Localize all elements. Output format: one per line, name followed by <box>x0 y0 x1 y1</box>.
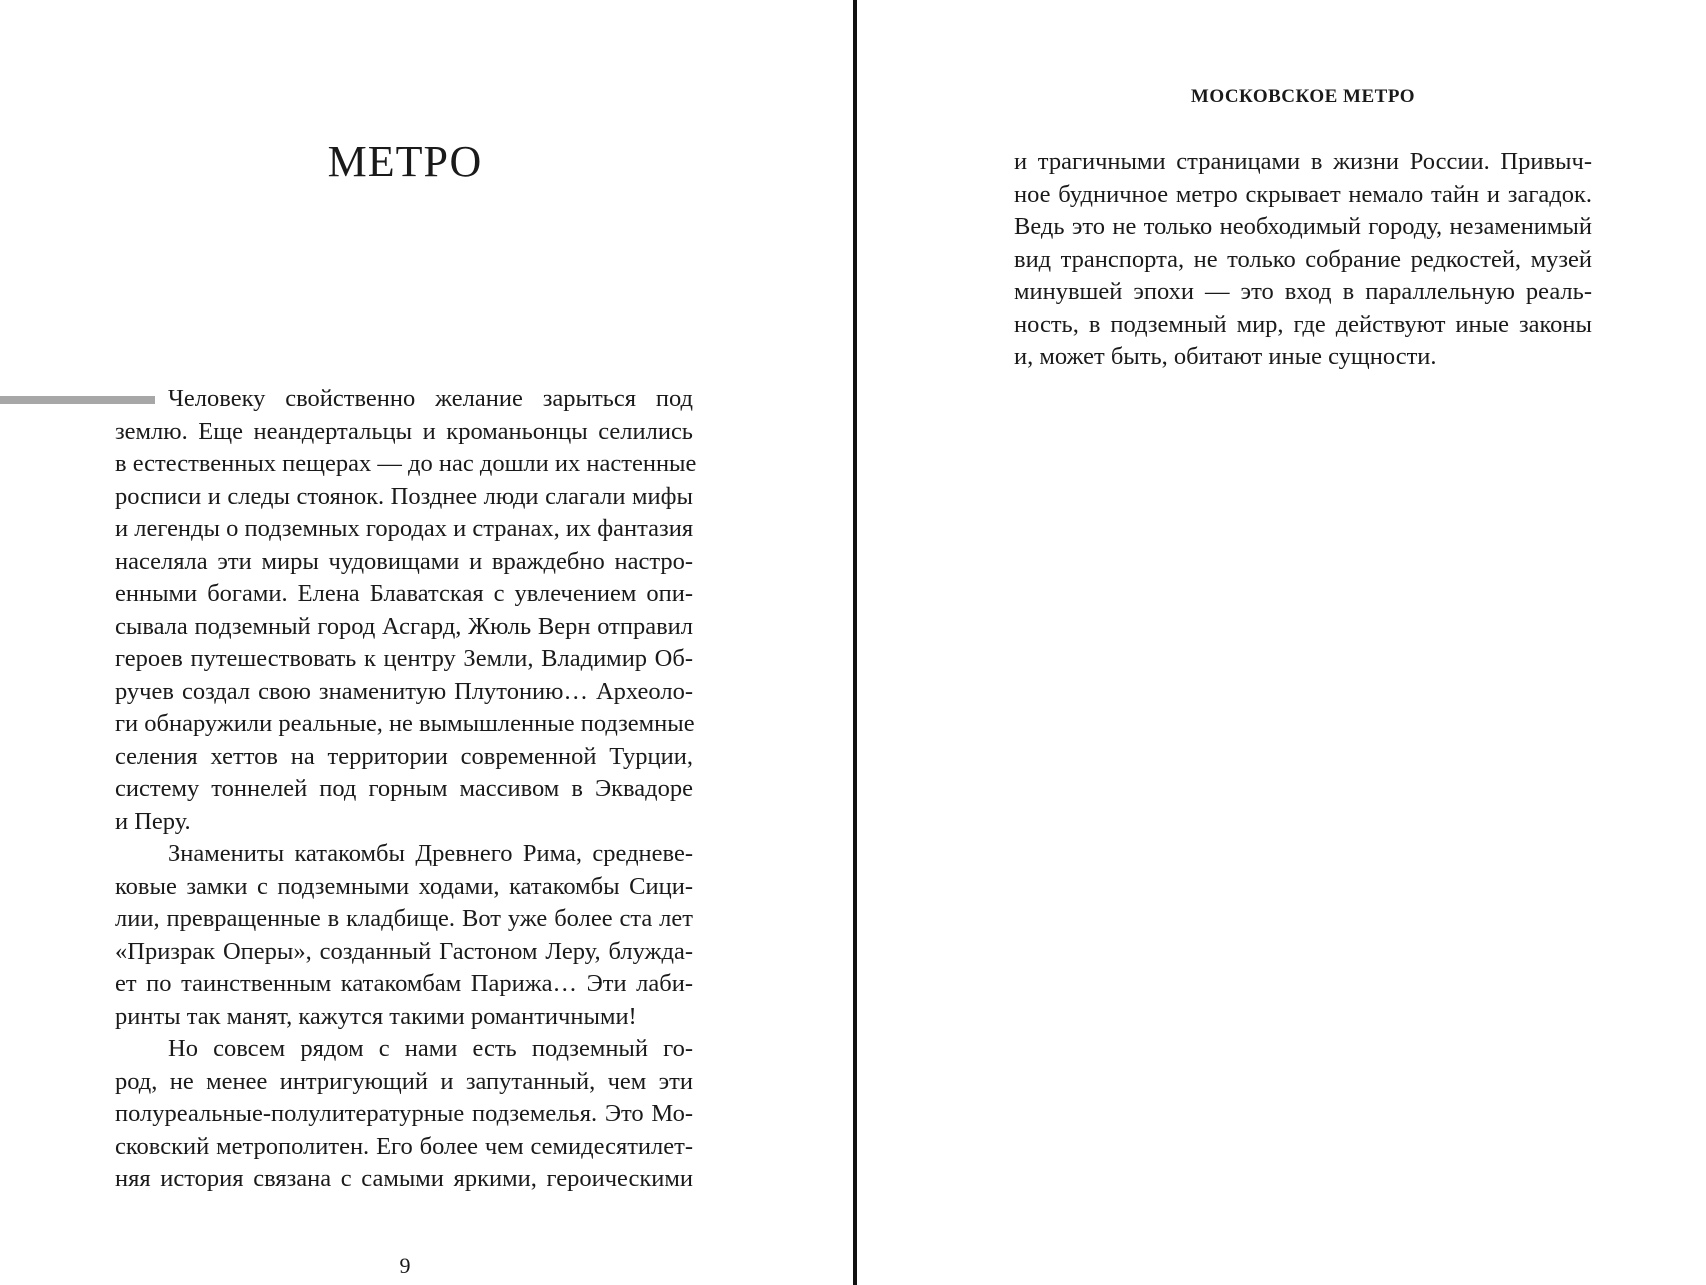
text-line: «Призрак Оперы», созданный Гастоном Леру, блужда- <box>115 937 693 965</box>
text-line: землю. Еще неандертальцы и кроманьонцы селились <box>115 417 693 445</box>
text-line: ное будничное метро скрывает немало тайн и загадок. <box>1014 180 1592 208</box>
text-line: и, может быть, обитают иные сущности. <box>1014 343 1437 370</box>
text-line: ги обнаружили реальные, не вымышленные подземные <box>115 710 695 737</box>
text-line: Но совсем рядом с нами есть подземный го- <box>168 1035 693 1062</box>
text-line: ет по таинственным катакомбам Парижа… Эти лаби- <box>115 970 693 997</box>
text-line: сковский метрополитен. Его более чем семидесятилет- <box>115 1132 693 1160</box>
text-line: селения хеттов на территории современной Турции, <box>115 742 693 770</box>
text-line: населяла эти миры чудовищами и враждебно настро- <box>115 547 693 575</box>
text-line: енными богами. Елена Блаватская с увлечением опи- <box>115 580 693 607</box>
page-number: 9 <box>399 1253 411 1278</box>
text-line: род, не менее интригующий и запутанный, чем эти <box>115 1067 693 1095</box>
running-head: МОСКОВСКОЕ МЕТРО <box>1190 86 1416 107</box>
text-line: ручев создал свою знаменитую Плутонию… Археоло- <box>115 677 693 705</box>
text-line: минувшей эпохи — это вход в параллельную реаль- <box>1014 278 1592 305</box>
chapter-title: МЕТРО <box>327 137 483 186</box>
book-spine-divider <box>853 0 857 1285</box>
text-line: полуреальные-полулитературные подземелья. Это Мо- <box>115 1100 693 1127</box>
text-line: в естественных пещерах — до нас дошли их настенные <box>115 450 697 477</box>
text-line: росписи и следы стоянок. Позднее люди слагали мифы <box>115 482 693 510</box>
text-line: и трагичными страницами в жизни России. Привыч- <box>1014 148 1592 175</box>
text-line: сывала подземный город Асгард, Жюль Верн отправил <box>115 612 693 640</box>
left-body-text <box>115 383 697 1196</box>
text-line: няя история связана с самыми яркими, героическими <box>115 1165 693 1192</box>
text-line: и Перу. <box>115 807 191 835</box>
text-line: Ведь это не только необходимый городу, незаменимый <box>1014 213 1592 240</box>
text-line: систему тоннелей под горным массивом в Эквадоре <box>115 775 693 802</box>
text-line: вид транспорта, не только собрание редкостей, музей <box>1014 245 1592 273</box>
text-line: Человеку свойственно желание зарыться под <box>168 385 693 412</box>
text-line: героев путешествовать к центру Земли, Владимир Об- <box>115 645 693 672</box>
text-line: Знамениты катакомбы Древнего Рима, средневе- <box>168 840 693 867</box>
text-line: ковые замки с подземными ходами, катакомбы Сици- <box>115 872 693 900</box>
text-line: и легенды о подземных городах и странах, их фантазия <box>115 515 694 542</box>
text-line: ность, в подземный мир, где действуют иные законы <box>1014 310 1592 338</box>
text-line: лии, превращенные в кладбище. Вот уже более ста лет <box>115 905 693 932</box>
text-line: ринты так манят, кажутся такими романтичными! <box>115 1002 637 1030</box>
right-body-text <box>1014 146 1592 374</box>
